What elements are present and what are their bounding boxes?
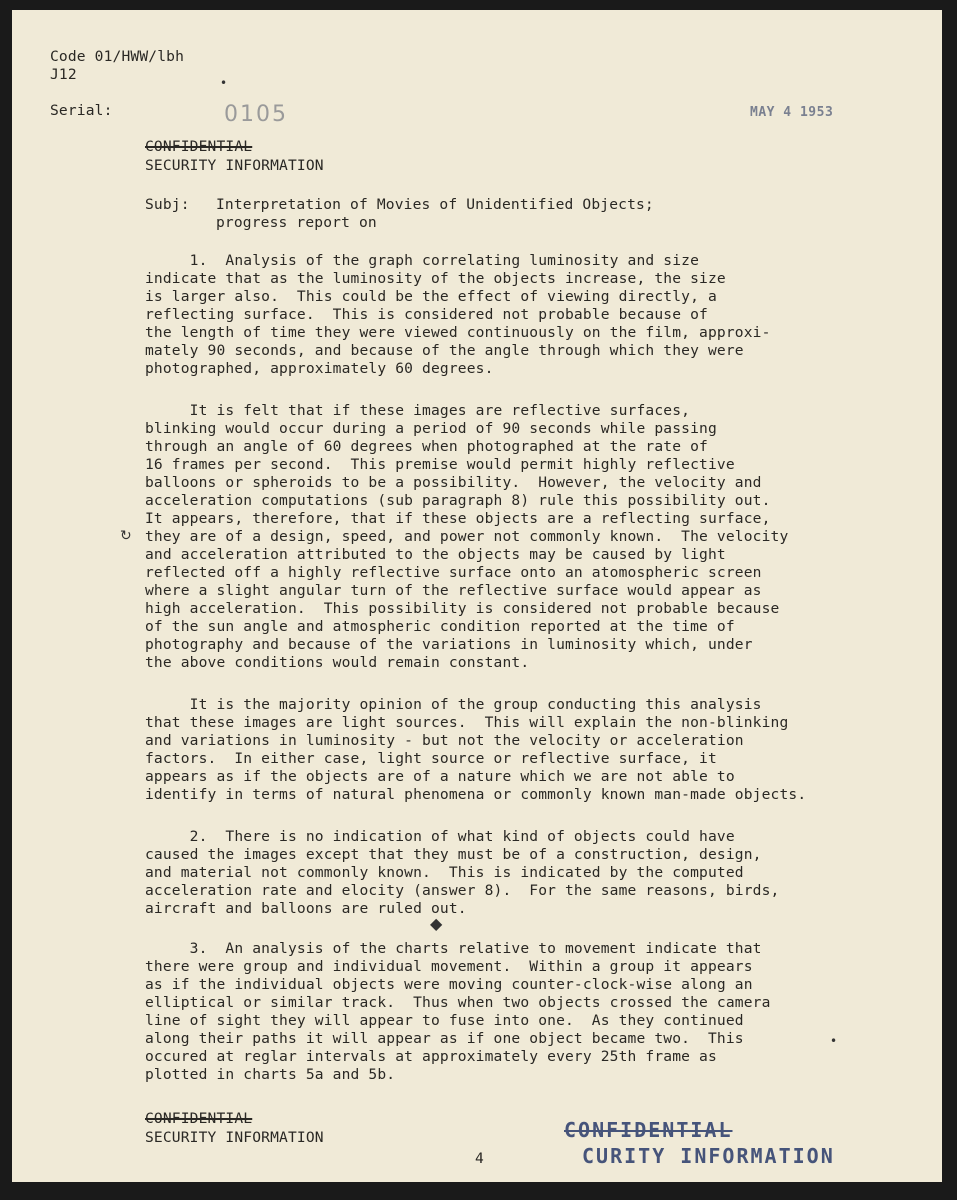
ink-dot: • (830, 1034, 838, 1048)
ink-dot: • (220, 76, 228, 90)
margin-mark: ↻ (120, 528, 132, 544)
page-number: 4 (475, 1150, 484, 1167)
text-line: 3. An analysis of the charts relative to movement indicate that (145, 940, 762, 957)
document-page (12, 10, 942, 1182)
serial-number: 0105 (224, 102, 288, 127)
text-line: factors. In either case, light source or reflective surface, it (145, 750, 717, 767)
stamp-line-2: CURITY INFORMATION (582, 1144, 835, 1168)
text-line: appears as if the objects are of a nature which we are not able to (145, 768, 735, 785)
text-line: elliptical or similar track. Thus when two objects crossed the camera (145, 994, 771, 1011)
classification-top-struck: CONFIDENTIAL (145, 138, 253, 155)
text-line: and material not commonly known. This is indicated by the computed (145, 864, 744, 881)
text-line: they are of a design, speed, and power not commonly known. The velocity (145, 528, 789, 545)
text-line: high acceleration. This possibility is considered not probable because (145, 600, 780, 617)
text-line: the length of time they were viewed continuously on the film, approxi- (145, 324, 771, 341)
text-line: and variations in luminosity - but not the velocity or acceleration (145, 732, 744, 749)
text-line: It is the majority opinion of the group conducting this analysis (145, 696, 762, 713)
text-line: caused the images except that they must be of a construction, design, (145, 846, 762, 863)
code-line: Code 01/HWW/lbh (50, 48, 185, 65)
text-line: photography and because of the variations in luminosity which, under (145, 636, 753, 653)
date-stamp: MAY 4 1953 (750, 105, 834, 120)
text-line: reflecting surface. This is considered not probable because of (145, 306, 708, 323)
text-line: acceleration rate and elocity (answer 8). For the same reasons, birds, (145, 882, 780, 899)
text-line: along their paths it will appear as if one object became two. This (145, 1030, 744, 1047)
classification-bottom: SECURITY INFORMATION (145, 1129, 324, 1146)
text-line: balloons or spheroids to be a possibility. However, the velocity and (145, 474, 762, 491)
text-line: It appears, therefore, that if these objects are a reflecting surface, (145, 510, 771, 527)
text-line: occured at reglar intervals at approximately every 25th frame as (145, 1048, 717, 1065)
text-line: acceleration computations (sub paragraph 8) rule this possibility out. (145, 492, 771, 509)
text-line: the above conditions would remain constant. (145, 654, 530, 671)
subject-line-2: progress report on (216, 214, 377, 231)
text-line: reflected off a highly reflective surface onto an atomospheric screen (145, 564, 762, 581)
serial-label: Serial: (50, 102, 113, 119)
text-line: is larger also. This could be the effect of viewing directly, a (145, 288, 717, 305)
classification-top: SECURITY INFORMATION (145, 157, 324, 174)
text-line: as if the individual objects were moving counter-clock-wise along an (145, 976, 753, 993)
text-line: line of sight they will appear to fuse into one. As they continued (145, 1012, 744, 1029)
text-line: identify in terms of natural phenomena or commonly known man-made objects. (145, 786, 807, 803)
text-line: 2. There is no indication of what kind of objects could have (145, 828, 735, 845)
text-line: aircraft and balloons are ruled out. (145, 900, 467, 917)
classification-bottom-struck: CONFIDENTIAL (145, 1110, 253, 1127)
text-line: mately 90 seconds, and because of the angle through which they were (145, 342, 744, 359)
text-line: and acceleration attributed to the objects may be caused by light (145, 546, 726, 563)
text-line: indicate that as the luminosity of the objects increase, the size (145, 270, 726, 287)
ink-arrow-mark: ◆ (430, 914, 443, 933)
text-line: through an angle of 60 degrees when photographed at the rate of (145, 438, 708, 455)
text-line: where a slight angular turn of the reflective surface would appear as (145, 582, 762, 599)
text-line: blinking would occur during a period of 90 seconds while passing (145, 420, 717, 437)
stamp-line-1: CONFIDENTIAL (564, 1118, 733, 1142)
text-line: It is felt that if these images are reflective surfaces, (145, 402, 691, 419)
text-line: 1. Analysis of the graph correlating luminosity and size (145, 252, 700, 269)
text-line: of the sun angle and atmospheric condition reported at the time of (145, 618, 735, 635)
subject-line-1: Interpretation of Movies of Unidentified Objects; (216, 196, 654, 213)
text-line: 16 frames per second. This premise would permit highly reflective (145, 456, 735, 473)
text-line: there were group and individual movement. Within a group it appears (145, 958, 753, 975)
text-line: plotted in charts 5a and 5b. (145, 1066, 396, 1083)
subject-label: Subj: (145, 196, 190, 213)
reference-line: J12 (50, 66, 77, 83)
text-line: that these images are light sources. This will explain the non-blinking (145, 714, 789, 731)
text-line: photographed, approximately 60 degrees. (145, 360, 494, 377)
